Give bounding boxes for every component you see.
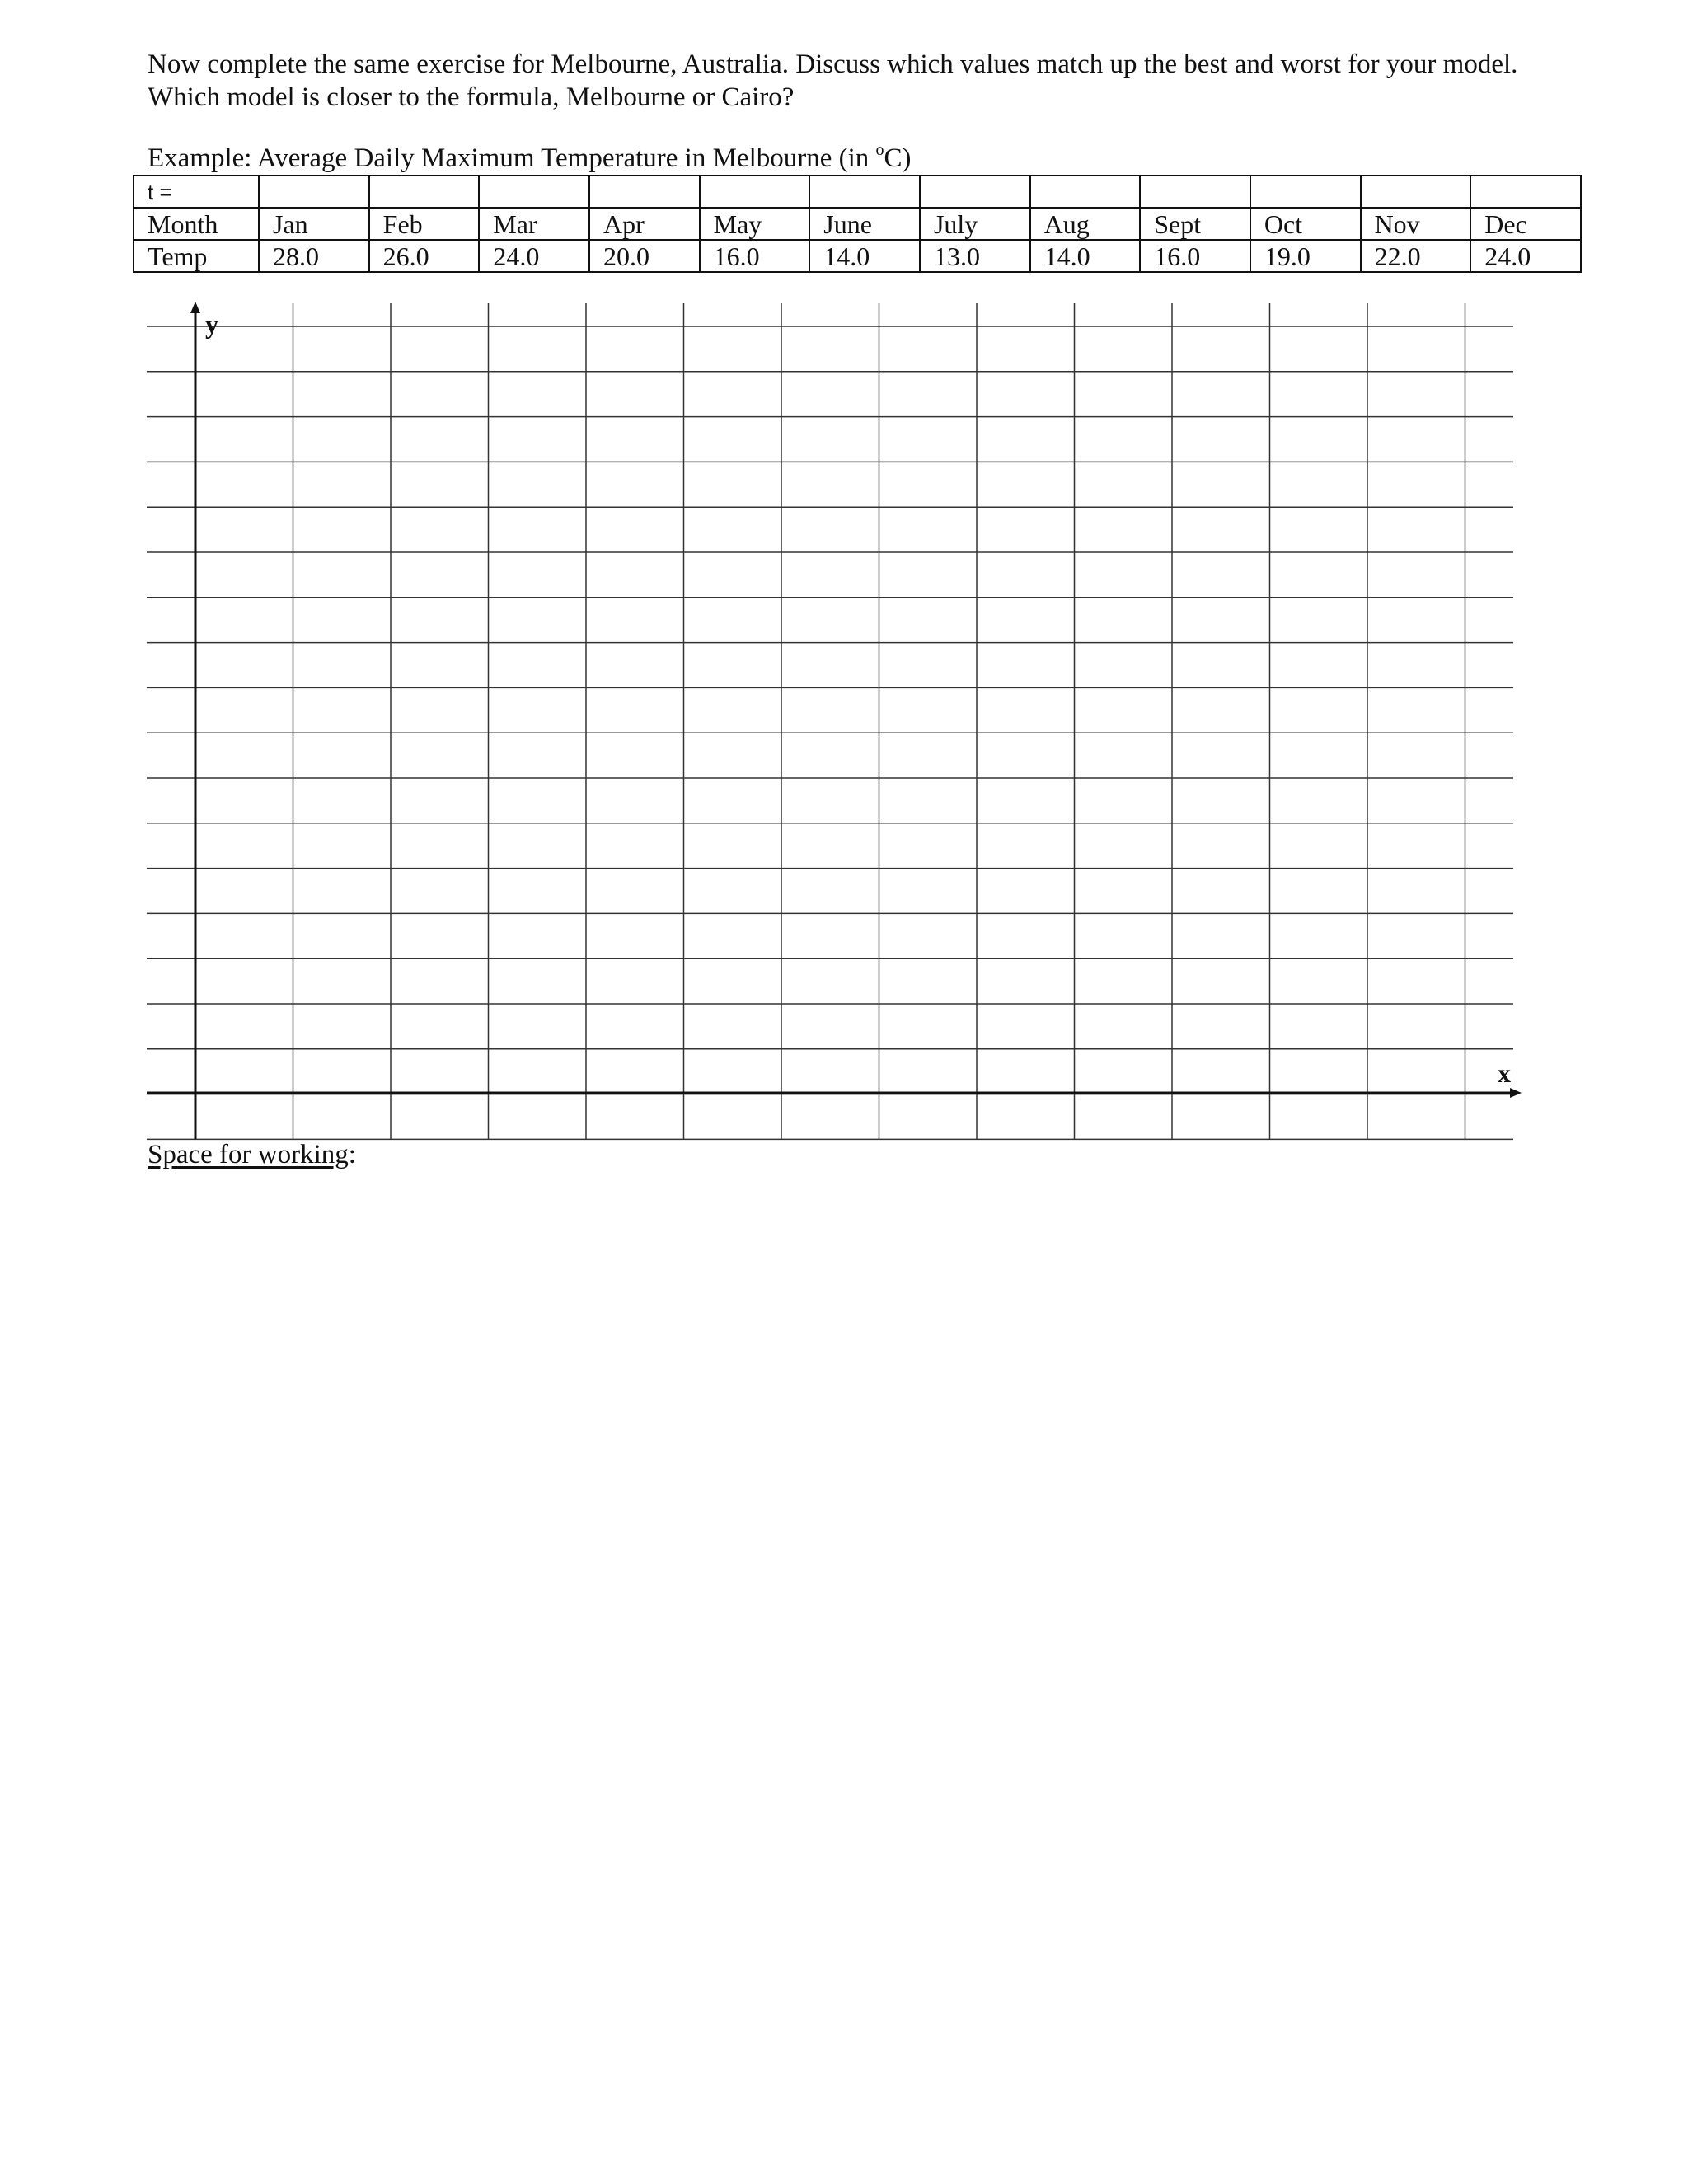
y-axis-label: y — [205, 309, 218, 339]
month-cell: Apr — [589, 208, 700, 240]
working-space-text: Space for working — [148, 1140, 349, 1169]
x-axis-arrow-icon — [1510, 1088, 1522, 1098]
working-space-colon: : — [348, 1140, 356, 1169]
row-label-t: t = — [134, 176, 259, 208]
working-space-label — [148, 1138, 356, 1171]
month-cell: Sept — [1140, 208, 1250, 240]
month-cell: Feb — [369, 208, 480, 240]
month-cell: July — [920, 208, 1030, 240]
y-axis-arrow-icon — [190, 302, 200, 313]
temp-cell: 24.0 — [1470, 240, 1581, 272]
degree-symbol: o — [875, 141, 884, 159]
instructions-line-1: Now complete the same exercise for Melbourne, Australia. Discuss which values match up the best and worst for your model. — [148, 49, 1518, 79]
temp-cell: 14.0 — [809, 240, 920, 272]
temp-cell: 22.0 — [1361, 240, 1471, 272]
month-cell: Jan — [259, 208, 369, 240]
table-caption-unit: C) — [884, 143, 912, 173]
temp-cell: 14.0 — [1030, 240, 1141, 272]
x-axis-label: x — [1498, 1058, 1511, 1088]
grid-vertical-lines — [195, 303, 1465, 1139]
row-label-temp: Temp — [134, 240, 259, 272]
month-cell: Aug — [1030, 208, 1141, 240]
grid-horizontal-lines — [147, 326, 1513, 1139]
temp-cell: 20.0 — [589, 240, 700, 272]
temp-cell: 16.0 — [1140, 240, 1250, 272]
month-cell: Oct — [1250, 208, 1361, 240]
temp-cell: 16.0 — [700, 240, 810, 272]
month-cell: May — [700, 208, 810, 240]
month-cell: Nov — [1361, 208, 1471, 240]
row-label-month: Month — [134, 208, 259, 240]
temp-cell: 24.0 — [479, 240, 589, 272]
month-cell: June — [809, 208, 920, 240]
instructions-line-2: Which model is closer to the formula, Melbourne or Cairo? — [148, 82, 795, 112]
table-caption-text: Example: Average Daily Maximum Temperature in Melbourne (in — [148, 143, 876, 173]
temp-cell: 26.0 — [369, 240, 480, 272]
temp-cell: 19.0 — [1250, 240, 1361, 272]
month-cell: Dec — [1470, 208, 1581, 240]
temp-cell: 28.0 — [259, 240, 369, 272]
month-cell: Mar — [479, 208, 589, 240]
temp-cell: 13.0 — [920, 240, 1030, 272]
